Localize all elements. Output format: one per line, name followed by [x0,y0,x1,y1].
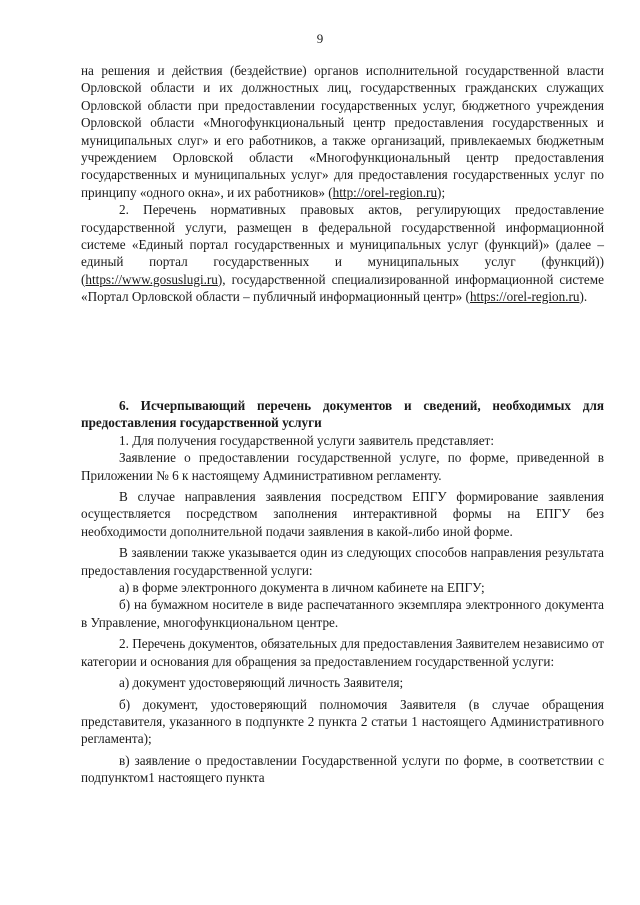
orel-region-link[interactable]: http://orel-region.ru [332,184,438,200]
paragraph-complaint-continuation: на решения и действия (бездействие) органов исполнительной государственной власти Орловской области и их должностных лиц, государственных гражданских служащих Орловской области при предоставлении государственных услуг, бюджетного учреждения Орловской области «Многофункциональный центр предоставления государственных и муниципальных слуг» и его работников, а также организаций, привлекаемых бюджетным учреждением Орловской области «Многофункциональный центр предоставления государственных и муниципальных услуг» для предоставления государственных услуг по принципу «одного окна», и их работников» (http://orel-region.ru); [81,63,604,200]
paragraph-application-form: Заявление о предоставлении государственной услуге, по форме, приведенной в Приложении № 6 к настоящему Административном регламенту. [81,450,604,483]
paragraph-epgu-submission: В случае направления заявления посредством ЕПГУ формирование заявления осуществляется посредством заполнения интерактивной формы на ЕПГУ без необходимости дополнительной подачи заявления в какой-либо иной форме. [81,489,604,539]
list-item-b-authority: б) документ, удостоверяющий полномочия Заявителя (в случае обращения представителя, указанного в подпункте 2 пункта 2 статьи 1 настоящего Административного регламента); [81,696,604,747]
paragraph-legal-acts: 2. Перечень нормативных правовых актов, регулирующих предоставление государственной услуги, размещен в федеральной государственной информационной системе «Единый портал государственных и муниципальных услуг (функций)» (далее – единый портал государственных и муниципальных услуг (функций)) (https://www.gosuslugi.ru), государственной специализированной информационной системе «Портал Орловской области – публичный информационный центр» (https://orel-region.ru). [81,202,604,305]
page-number: 9 [316,31,324,46]
list-item-a-identity: а) документ удостоверяющий личность Заявителя; [119,675,404,691]
list-item-a: а) в форме электронного документа в личном кабинете на ЕПГУ; [119,580,485,596]
section-6-block [81,397,604,787]
list-item-v-application: в) заявление о предоставлении Государственной услуги по форме, в соответствии с подпунктом1 настоящего пункта [81,752,604,786]
gosuslugi-link[interactable]: https://www.gosuslugi.ru [85,271,218,287]
paragraph-1: 1. Для получения государственной услуги заявитель представляет: [119,432,494,448]
section-heading: 6. Исчерпывающий перечень документов и сведений, необходимых для предоставления государственной услуги [81,398,604,431]
list-item-b: б) на бумажном носителе в виде распечатанного экземпляра электронного документа в Управление, многофункциональном центре. [81,597,604,630]
paragraph-2: 2. Перечень документов, обязательных для предоставления Заявителем независимо от категории и основания для обращения за предоставлением государственной услуги: [81,636,604,669]
paragraph-result-method: В заявлении также указывается один из следующих способов направления результата предоставления государственной услуги: [81,545,604,578]
orel-region-https-link[interactable]: https://orel-region.ru [469,289,580,305]
top-text-block [81,62,604,306]
